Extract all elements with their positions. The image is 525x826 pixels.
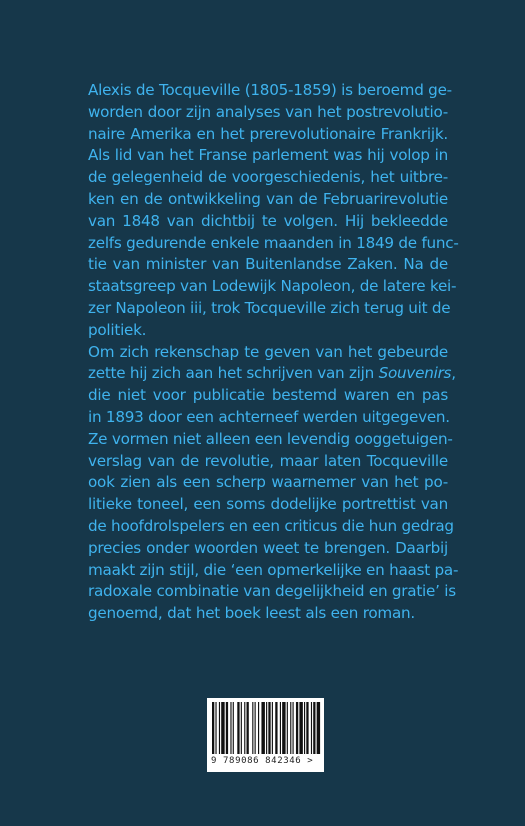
blurb-line: van 1848 van dichtbij te volgen. Hij bekleedde: [88, 211, 448, 230]
barcode-bar: [306, 702, 308, 754]
blurb-line-text: ,: [451, 364, 456, 383]
blurb-line: die niet voor publicatie bestemd waren en pas: [88, 386, 448, 405]
barcode-bar: [311, 702, 312, 754]
blurb-line: Om zich rekenschap te geven van het gebeurde: [88, 342, 448, 361]
blurb-line: de gelegenheid de voorgeschiedenis, het uitbre-: [88, 168, 448, 187]
blurb-line: worden door zijn analyses van het postrevolutio-: [88, 102, 448, 121]
blurb-line-text: zette hij zich aan het schrijven van zijn: [88, 364, 379, 383]
barcode-bar: [293, 702, 294, 754]
blurb-line: radoxale combinatie van degelijkheid en gratie’ is: [88, 582, 456, 601]
barcode-bar: [296, 702, 298, 754]
barcode-bar: [219, 702, 220, 754]
blurb-line: in 1893 door een achterneef werden uitgegeven.: [88, 407, 450, 426]
barcode-bar: [221, 702, 224, 754]
barcode-bar: [247, 702, 249, 754]
barcode-bar: [261, 702, 264, 754]
blurb-line: maakt zijn stijl, die ‘een opmerkelijke en haast pa-: [88, 560, 459, 579]
barcode-bar: [226, 702, 228, 754]
barcode-bar: [230, 702, 231, 754]
blurb-line: Als lid van het Franse parlement was hij volop in: [88, 146, 448, 165]
book-title-souvenirs: Souvenirs: [378, 364, 452, 383]
barcode-bar: [317, 702, 320, 754]
barcode-bar: [280, 702, 281, 754]
barcode-bar: [252, 702, 253, 754]
barcode-bar: [215, 702, 216, 754]
blurb-line: tie van minister van Buitenlandse Zaken. Na de: [88, 255, 448, 274]
blurb-line: [88, 363, 456, 385]
blurb-line: naire Amerika en het prerevolutionaire Frankrijk.: [88, 124, 448, 143]
blurb-line: litieke toneel, een soms dodelijke portrettist van: [88, 495, 448, 514]
blurb-line: Ze vormen niet alleen een levendig ooggetuigen-: [88, 429, 453, 448]
barcode-bar: [282, 702, 285, 754]
isbn-barcode: [207, 698, 324, 772]
barcode-bar: [272, 702, 273, 754]
barcode-bar: [237, 702, 239, 754]
barcode-bar: [266, 702, 267, 754]
barcode-bar: [275, 702, 277, 754]
blurb-line: de hoofdrolspelers en een criticus die hun gedrag: [88, 516, 454, 535]
blurb-line: zelfs gedurende enkele maanden in 1849 de func-: [88, 233, 459, 252]
blurb-line: precies onder woorden weet te brengen. Daarbij: [88, 538, 448, 557]
barcode-bar: [244, 702, 245, 754]
blurb-line: zer Napoleon iii, trok Tocqueville zich terug uit de: [88, 298, 451, 317]
blurb-line: ook zien als een scherp waarnemer van het po-: [88, 473, 448, 492]
back-cover-blurb: [88, 80, 459, 625]
blurb-line: staatsgreep van Lodewijk Napoleon, de latere kei-: [88, 277, 457, 296]
barcode-bar: [304, 702, 305, 754]
barcode-bar: [268, 702, 270, 754]
blurb-line: politiek.: [88, 320, 147, 339]
barcode-bar: [258, 702, 259, 754]
blurb-line: ken en de ontwikkeling van de Februarirevolutie: [88, 189, 448, 208]
barcode-bar: [299, 702, 302, 754]
barcode-bar: [241, 702, 242, 754]
barcode-bar: [255, 702, 256, 754]
barcode-bar: [212, 702, 214, 754]
isbn-number: 9 789086 842346 >: [211, 756, 314, 766]
blurb-line: Alexis de Tocqueville (1805-1859) is beroemd ge-: [88, 81, 452, 99]
blurb-line: verslag van de revolutie, maar laten Tocqueville: [88, 451, 448, 470]
barcode-bar: [290, 702, 291, 754]
blurb-line: genoemd, dat het boek leest als een roman.: [88, 604, 415, 623]
barcode-bar: [313, 702, 315, 754]
barcode-bar: [287, 702, 288, 754]
barcode-bar: [233, 702, 234, 754]
